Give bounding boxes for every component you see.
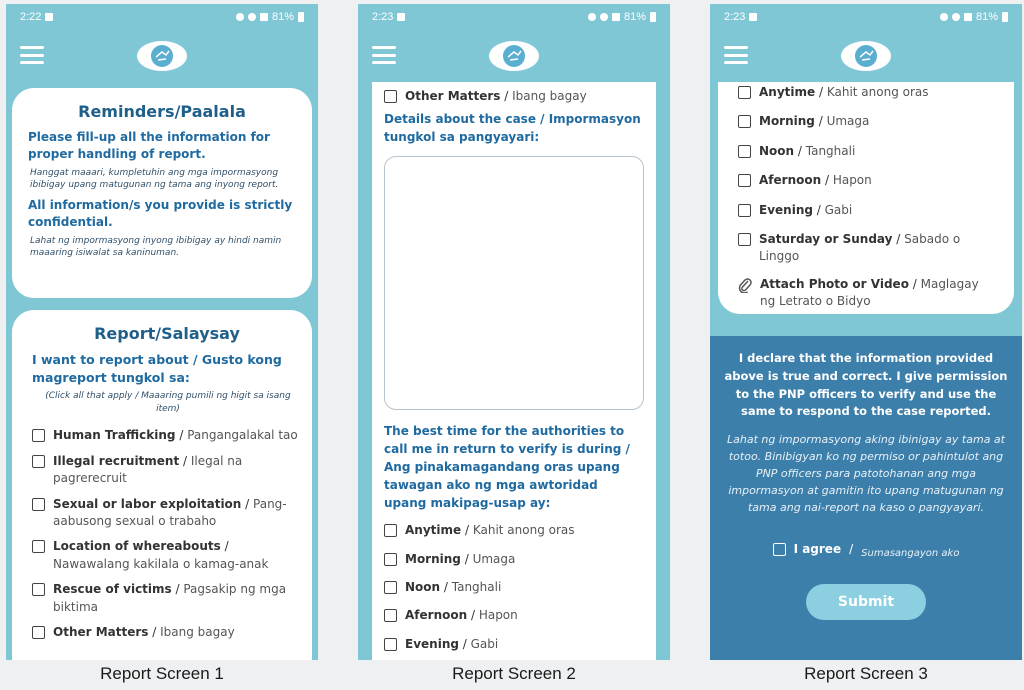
status-time: 2:22 — [20, 11, 42, 23]
checkbox[interactable] — [384, 524, 397, 537]
best-time-label: The best time for the authorities to call me in return to verify is during / Ang pinakamagandang oras upang tawagan ako ng mga awtoridad upang makipag-usap ay: — [384, 424, 630, 511]
signal-icon — [612, 13, 620, 21]
location-icon — [952, 13, 960, 21]
alarm-icon — [940, 13, 948, 21]
reminder-line-1-tl: Hanggat maaari, kumpletuhin ang mga impormasyong ibibigay upang matugunan ng tama ang inyong report. — [30, 167, 279, 191]
checkbox[interactable] — [384, 638, 397, 651]
status-time: 2:23 — [724, 11, 746, 23]
option-label: Morning — [405, 551, 461, 566]
checkbox[interactable] — [384, 581, 397, 594]
option-label-tl: Gabi — [470, 636, 499, 651]
checkbox[interactable] — [738, 145, 751, 158]
eye-logo-icon — [136, 40, 188, 72]
checkbox[interactable] — [738, 174, 751, 187]
option-label-tl: Kahit anong oras — [826, 85, 929, 99]
paperclip-icon — [738, 277, 752, 293]
option-label: Human Trafficking — [53, 428, 176, 443]
report-hint: (Click all that apply / Maaaring pumili ng higit sa isang item) — [45, 391, 291, 414]
declaration-text-tl: Lahat ng impormasyong aking ibinigay ay tama at totoo. Binibigyan ko ng permiso or pahintulot ang PNP officers para patotohanan ang mga impormasyon at gamitin ito upang matugunan ng tama ang nai-report na kaso o pangyayari. — [726, 433, 1005, 515]
time-option[interactable]: Anytime / Kahit anong oras — [384, 522, 644, 539]
eye-logo-icon — [488, 40, 540, 72]
alarm-icon — [588, 13, 596, 21]
app-bar — [6, 30, 318, 82]
reminder-line-2-tl: Lahat ng impormasyong inyong ibibigay ay hindi namin maaaring isiwalat sa kaninuman. — [30, 235, 282, 259]
battery-icon — [650, 12, 656, 22]
checkbox[interactable] — [384, 609, 397, 622]
option-label: Saturday or Sunday — [759, 231, 893, 246]
option-label-tl: Umaga — [826, 114, 870, 129]
option-label-tl: Hapon — [478, 608, 518, 623]
agree-checkbox[interactable] — [773, 543, 786, 556]
option-label-tl: Hapon — [832, 173, 872, 188]
battery-percent: 81% — [623, 11, 646, 23]
reminder-line-1: Please fill-up all the information for proper handling of report. — [28, 130, 270, 162]
time-option[interactable]: Noon / Tanghali — [738, 143, 994, 160]
reminders-title: Reminders/Paalala — [78, 102, 246, 121]
caption-screen-2: Report Screen 2 — [452, 664, 576, 683]
checkbox[interactable] — [738, 115, 751, 128]
time-option[interactable]: Anytime / Kahit anong oras — [738, 84, 994, 101]
app-bar — [358, 30, 670, 82]
menu-icon[interactable] — [372, 46, 396, 64]
time-option[interactable]: Morning / Umaga — [738, 113, 994, 130]
option-label-tl: Pagsakip ng mga biktima — [53, 582, 287, 614]
status-bar — [6, 4, 318, 30]
status-time: 2:23 — [372, 11, 394, 23]
battery-icon — [298, 12, 304, 22]
report-title: Report/Salaysay — [94, 324, 240, 343]
status-bar — [358, 4, 670, 30]
caption-screen-1: Report Screen 1 — [100, 664, 224, 683]
checkbox[interactable] — [32, 429, 45, 442]
report-screen-2 — [358, 4, 670, 660]
battery-percent: 81% — [271, 11, 294, 23]
option-label-tl: Sabado o Linggo — [759, 231, 961, 264]
time-option[interactable]: Evening / Gabi — [384, 636, 644, 653]
option-label-tl: Tanghali — [805, 143, 856, 158]
checkbox[interactable] — [32, 540, 45, 553]
checkbox[interactable] — [32, 455, 45, 468]
caption-screen-3: Report Screen 3 — [804, 664, 928, 683]
app-bar — [710, 30, 1022, 82]
time-card — [718, 82, 1014, 314]
option-label-tl: Nawawalang kakilala o kamag-anak — [53, 556, 269, 571]
option-label-tl: Ibang bagay — [160, 624, 235, 639]
report-option[interactable]: Sexual or labor exploitation / Pang-aabusong sexual o trabaho — [32, 496, 302, 531]
report-option[interactable]: Location of whereabouts / Nawawalang kakilala o kamag-anak — [32, 538, 302, 573]
gallery-icon — [749, 13, 757, 21]
option-label: Evening — [759, 202, 813, 217]
option-label: Rescue of victims — [53, 582, 172, 597]
option-label: Noon — [405, 579, 441, 594]
signal-icon — [260, 13, 268, 21]
location-icon — [248, 13, 256, 21]
option-label: Afernoon — [405, 608, 468, 623]
option-label: Other Matters — [53, 624, 149, 639]
eye-logo-icon — [840, 40, 892, 72]
details-label: Details about the case / Impormasyon tungkol sa pangyayari: — [384, 112, 641, 144]
reminders-card — [12, 88, 312, 298]
time-option[interactable]: Afernoon / Hapon — [384, 607, 644, 624]
report-card — [12, 310, 312, 660]
option-label: Morning — [759, 114, 815, 129]
submit-button[interactable]: Submit — [806, 584, 926, 620]
option-label-tl: Kahit anong oras — [472, 523, 575, 538]
option-label: Evening — [405, 636, 459, 651]
checkbox[interactable] — [738, 86, 751, 99]
option-label-tl: Pangangalakal tao — [187, 428, 298, 443]
option-label: Other Matters — [405, 89, 501, 103]
agree-label-tl: Sumasangayon ako — [861, 548, 960, 560]
attach-label: Attach Photo or Video — [760, 276, 909, 291]
time-option[interactable]: Evening / Gabi — [738, 202, 994, 219]
battery-icon — [1002, 12, 1008, 22]
report-screen-3 — [710, 4, 1022, 660]
time-option[interactable]: Afernoon / Hapon — [738, 172, 994, 189]
option-label-tl: Gabi — [824, 202, 853, 217]
report-option[interactable]: Illegal recruitment / Ilegal na pagrerecruit — [32, 453, 302, 488]
signal-icon — [964, 13, 972, 21]
agree-label: I agree — [793, 542, 842, 557]
details-textarea[interactable] — [384, 156, 644, 410]
agree-checkbox-row[interactable]: I agree / Sumasangayon ako — [720, 536, 1012, 562]
option-label-tl: Ilegal na pagrerecruit — [53, 453, 243, 486]
report-screen-1 — [6, 4, 318, 660]
option-label: Afernoon — [759, 173, 822, 188]
time-option[interactable]: Noon / Tanghali — [384, 579, 644, 596]
option-label: Anytime — [759, 85, 816, 99]
menu-icon[interactable] — [724, 46, 748, 64]
report-option[interactable]: Other Matters / Ibang bagay — [32, 624, 302, 641]
attach-label-tl: Maglagay ng Letrato o Bidyo — [760, 276, 979, 309]
gallery-icon — [397, 13, 405, 21]
reminder-line-2: All information/s you provide is strictly confidential. — [28, 197, 293, 230]
location-icon — [600, 13, 608, 21]
battery-percent: 81% — [975, 11, 998, 23]
option-label: Noon — [759, 143, 795, 158]
status-bar — [710, 4, 1022, 30]
option-label-tl: Umaga — [472, 551, 516, 566]
checkbox[interactable] — [32, 626, 45, 639]
option-label-tl: Tanghali — [451, 579, 502, 594]
option-label-tl: Ibang bagay — [512, 89, 587, 103]
option-label-tl: Pang-aabusong sexual o trabaho — [53, 496, 287, 528]
gallery-icon — [45, 13, 53, 21]
report-option[interactable]: Rescue of victims / Pagsakip ng mga biktima — [32, 581, 302, 616]
report-option[interactable]: Other Matters / Ibang bagay — [384, 88, 644, 105]
checkbox[interactable] — [32, 583, 45, 596]
time-option[interactable]: Morning / Umaga — [384, 551, 644, 568]
checkbox[interactable] — [384, 553, 397, 566]
checkbox[interactable] — [32, 498, 45, 511]
declaration-panel — [710, 336, 1022, 660]
alarm-icon — [236, 13, 244, 21]
report-prompt: I want to report about / Gusto kong magreport tungkol sa: — [32, 352, 282, 386]
checkbox[interactable] — [738, 233, 751, 246]
attach-media-button[interactable]: Attach Photo or Video / Maglagay ng Letrato o Bidyo — [738, 276, 994, 311]
option-label: Location of whereabouts — [53, 539, 221, 554]
checkbox[interactable] — [738, 204, 751, 217]
checkbox[interactable] — [384, 90, 397, 103]
report-form-card — [372, 82, 656, 660]
menu-icon[interactable] — [20, 46, 44, 64]
time-option[interactable]: Saturday or Sunday / Sabado o Linggo — [738, 231, 994, 266]
report-option[interactable]: Human Trafficking / Pangangalakal tao — [32, 427, 302, 444]
option-label: Illegal recruitment — [53, 453, 180, 468]
option-label: Sexual or labor exploitation — [53, 496, 242, 511]
declaration-text: I declare that the information provided above is true and correct. I give permission to the PNP officers to verify and use the same to respond to the case reported. — [724, 351, 1008, 419]
option-label: Anytime — [405, 523, 462, 538]
